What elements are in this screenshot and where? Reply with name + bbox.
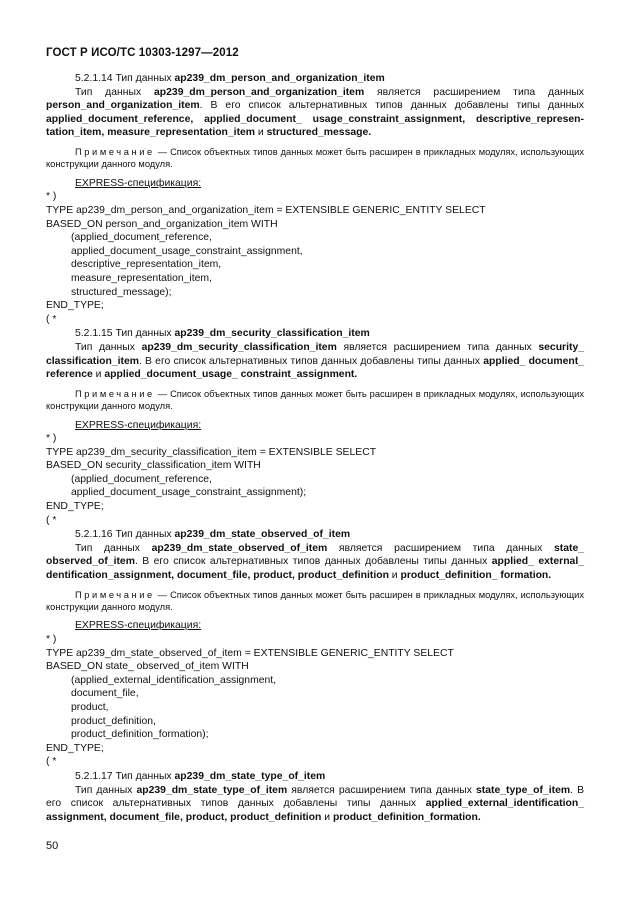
page-number: 50: [46, 840, 59, 852]
end-type: END_TYPE;: [46, 501, 104, 513]
section-body: Тип данных ap239_dm_state_observed_of_item является расширением типа данных state_ observed_of_item. В его список альтернативных типов данных добавлены типы данных applied_ external_ dentification_assignment, document_file, product, product_definition и product_definition_ formation.: [46, 542, 585, 582]
select-item: product_definition_formation);: [71, 729, 209, 741]
type-declaration: TYPE ap239_dm_security_classification_item = EXTENSIBLE SELECT: [46, 446, 377, 458]
select-item: descriptive_representation_item,: [71, 259, 222, 271]
end-type: END_TYPE;: [46, 742, 104, 754]
comment-close: * ): [46, 191, 57, 203]
select-item: measure_representation_item,: [71, 272, 212, 284]
comment-close: * ): [46, 634, 57, 646]
based-on-line: BASED_ON person_and_organization_item WITH: [46, 218, 278, 230]
select-item: (applied_document_reference,: [71, 473, 212, 485]
document-header: ГОСТ Р ИСО/ТС 10303-1297—2012: [46, 47, 239, 59]
section-5-2-1-16: [46, 528, 584, 769]
comment-close: * ): [46, 433, 57, 445]
select-item: applied_document_usage_constraint_assignment,: [71, 245, 303, 257]
based-on-line: BASED_ON state_ observed_of_item WITH: [46, 661, 249, 673]
section-body: Тип данных ap239_dm_security_classification_item является расширением типа данных security_ classification_item. В его список альтернативных типов данных добавлены типы данных applied_ document_ reference и applied_document_usage_ constraint_assignment.: [46, 341, 585, 381]
section-heading: 5.2.1.14 Тип данных ap239_dm_person_and_organization_item: [75, 73, 385, 84]
page-content: [46, 72, 584, 824]
express-spec-label: EXPRESS-спецификация:: [75, 419, 202, 431]
section-5-2-1-14: [46, 72, 584, 326]
select-item: structured_message);: [71, 286, 172, 298]
select-item: (applied_document_reference,: [71, 232, 212, 244]
note: Примечание — Список объектных типов данных может быть расширен в прикладных модулях, использующих конструкции данного модуля.: [46, 146, 584, 170]
note: Примечание — Список объектных типов данных может быть расширен в прикладных модулях, использующих конструкции данного модуля.: [46, 388, 584, 412]
end-type: END_TYPE;: [46, 300, 104, 312]
select-item: document_file,: [71, 688, 139, 700]
section-body: Тип данных ap239_dm_person_and_organization_item является расширением типа данных person_and_organization_item. В его список альтернативных типов данных добавлены типы данных applied_document_reference, applied_document_ usage_constraint_assignment, descriptive_represen-tation_item, measure_representation_item и structured_message.: [46, 86, 584, 139]
section-heading: 5.2.1.15 Тип данных ap239_dm_security_classification_item: [75, 328, 370, 340]
select-item: applied_document_usage_constraint_assignment);: [71, 487, 307, 499]
comment-open: ( *: [46, 756, 57, 768]
section-heading: 5.2.1.16 Тип данных ap239_dm_state_observed_of_item: [75, 529, 351, 541]
type-declaration: TYPE ap239_dm_person_and_organization_item = EXTENSIBLE GENERIC_ENTITY SELECT: [46, 204, 486, 216]
select-item: product_definition,: [71, 715, 156, 727]
based-on-line: BASED_ON security_classification_item WITH: [46, 460, 261, 472]
type-declaration: TYPE ap239_dm_state_observed_of_item = EXTENSIBLE GENERIC_ENTITY SELECT: [46, 647, 454, 659]
section-5-2-1-17: [46, 770, 584, 824]
comment-open: ( *: [46, 313, 57, 325]
select-item: product,: [71, 702, 109, 713]
express-spec-label: EXPRESS-спецификация:: [75, 620, 202, 632]
express-spec-label: EXPRESS-спецификация:: [75, 177, 202, 189]
section-heading: 5.2.1.17 Тип данных ap239_dm_state_type_of_item: [75, 770, 326, 782]
select-item: (applied_external_identification_assignment,: [71, 674, 277, 686]
section-5-2-1-15: [46, 327, 584, 527]
section-body: Тип данных ap239_dm_state_type_of_item является расширением типа данных state_type_of_item. В его список альтернативных типов данных добавлены типы данных applied_external_identification_ assignment, document_file, product, product_definition и product_definition_formation.: [46, 784, 585, 823]
comment-open: ( *: [46, 514, 57, 526]
note: Примечание — Список объектных типов данных может быть расширен в прикладных модулях, использующих конструкции данного модуля.: [46, 589, 584, 613]
